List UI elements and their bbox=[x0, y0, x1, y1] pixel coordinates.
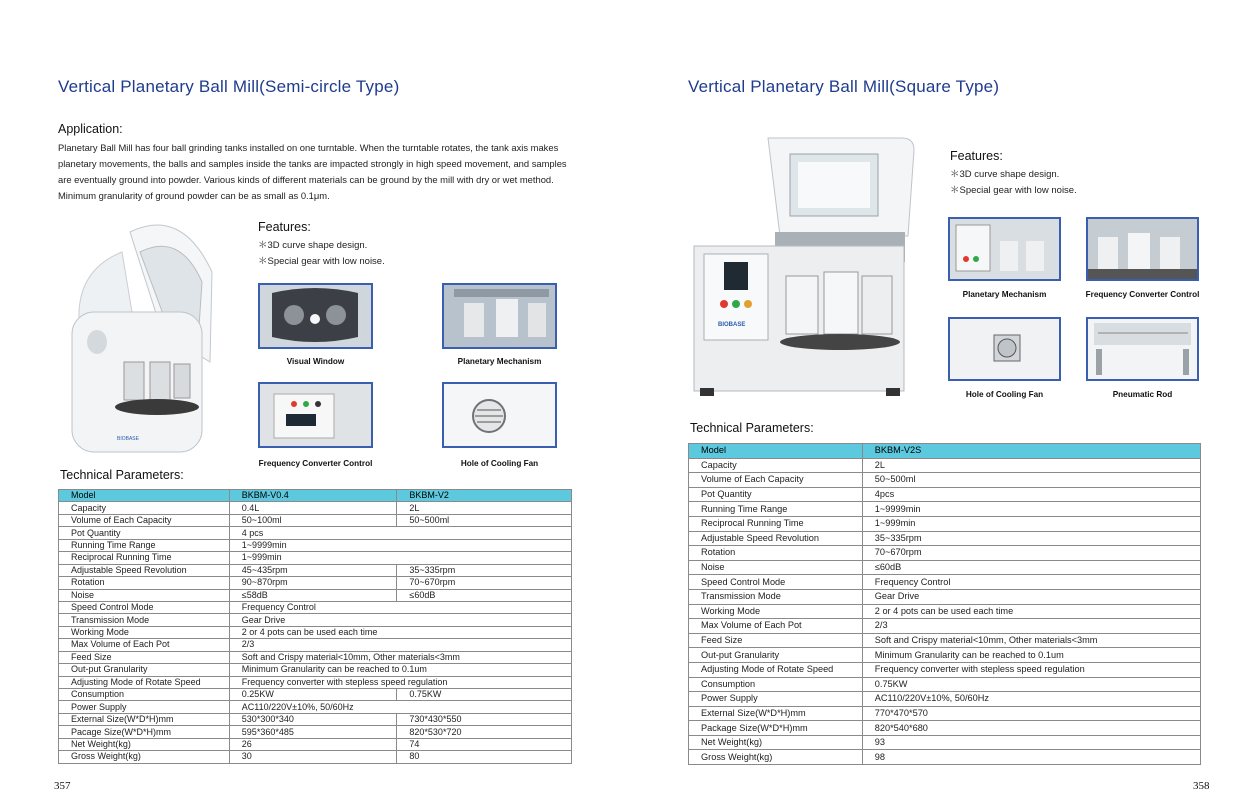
right-page-number: 358 bbox=[1193, 780, 1210, 792]
right-spec-table bbox=[688, 443, 1201, 765]
table-cell: 45~435rpm bbox=[229, 564, 397, 576]
table-cell: Running Time Range bbox=[689, 502, 863, 517]
thumb-caption: Frequency Converter Control bbox=[1085, 290, 1200, 299]
table-row bbox=[59, 502, 572, 514]
table-cell: Out-put Granularity bbox=[59, 664, 230, 676]
table-row bbox=[689, 502, 1201, 517]
table-cell: Soft and Crispy material<10mm, Other materials<3mm bbox=[229, 651, 571, 663]
table-cell: 820*540*680 bbox=[862, 721, 1200, 736]
feature-item: ＊Special gear with low noise. bbox=[950, 185, 1077, 196]
application-line: are eventually ground into powder. Various kinds of different materials can be ground by the mill with dry or wet method. bbox=[58, 174, 554, 185]
application-line: planetary movements, the balls and samples inside the tanks are impacted strongly in high speed movement, and samples bbox=[58, 158, 567, 169]
cooling-fan-thumb bbox=[442, 382, 557, 448]
table-cell: 50~500ml bbox=[397, 514, 572, 526]
table-cell: 0.4L bbox=[229, 502, 397, 514]
table-cell: Adjustable Speed Revolution bbox=[689, 531, 863, 546]
table-cell: Capacity bbox=[59, 502, 230, 514]
table-cell: Power Supply bbox=[59, 701, 230, 713]
svg-text:BIOBASE: BIOBASE bbox=[117, 436, 139, 442]
thumb-caption: Frequency Converter Control bbox=[258, 459, 373, 468]
table-row bbox=[59, 639, 572, 651]
table-cell: Consumption bbox=[59, 689, 230, 701]
table-row bbox=[59, 564, 572, 576]
table-cell: 4 pcs bbox=[229, 527, 571, 539]
table-row bbox=[59, 713, 572, 725]
table-cell: BKBM-V0.4 bbox=[229, 490, 397, 502]
table-cell: Speed Control Mode bbox=[59, 601, 230, 613]
thumb-caption: Planetary Mechanism bbox=[962, 290, 1047, 299]
table-cell: AC110/220V±10%, 50/60Hz bbox=[229, 701, 571, 713]
table-cell: 1~9999min bbox=[229, 539, 571, 551]
table-cell: 26 bbox=[229, 738, 397, 750]
table-row bbox=[59, 527, 572, 539]
table-cell: Transmission Mode bbox=[59, 614, 230, 626]
left-features-list bbox=[258, 238, 385, 270]
table-row bbox=[59, 689, 572, 701]
table-cell: External Size(W*D*H)mm bbox=[59, 713, 230, 725]
feature-item: ＊3D curve shape design. bbox=[950, 169, 1060, 180]
table-cell: 50~100ml bbox=[229, 514, 397, 526]
table-cell: Noise bbox=[689, 560, 863, 575]
table-cell: External Size(W*D*H)mm bbox=[689, 706, 863, 721]
table-cell: 2L bbox=[862, 458, 1200, 473]
table-cell: 2/3 bbox=[862, 619, 1200, 634]
visual-window-thumb bbox=[258, 283, 373, 349]
table-row bbox=[689, 735, 1201, 750]
table-cell: BKBM-V2 bbox=[397, 490, 572, 502]
table-cell: Adjusting Mode of Rotate Speed bbox=[59, 676, 230, 688]
frequency-converter-thumb bbox=[1086, 217, 1199, 281]
table-cell: Pot Quantity bbox=[689, 487, 863, 502]
table-cell: 2L bbox=[397, 502, 572, 514]
table-row bbox=[59, 539, 572, 551]
table-cell: Adjusting Mode of Rotate Speed bbox=[689, 662, 863, 677]
table-cell: 98 bbox=[862, 750, 1200, 765]
table-cell: Running Time Range bbox=[59, 539, 230, 551]
table-cell: 50~500ml bbox=[862, 473, 1200, 488]
table-cell: ≤60dB bbox=[397, 589, 572, 601]
table-cell: 30 bbox=[229, 751, 397, 763]
table-cell: Working Mode bbox=[689, 604, 863, 619]
table-cell: Working Mode bbox=[59, 626, 230, 638]
application-paragraph bbox=[58, 140, 578, 204]
table-row bbox=[59, 626, 572, 638]
table-cell: 595*360*485 bbox=[229, 726, 397, 738]
table-row bbox=[59, 726, 572, 738]
table-header-row bbox=[689, 444, 1201, 459]
cooling-fan-thumb bbox=[948, 317, 1061, 381]
table-cell: Power Supply bbox=[689, 692, 863, 707]
semi-circle-mill-image bbox=[62, 212, 222, 462]
table-cell: Frequency converter with stepless speed regulation bbox=[229, 676, 571, 688]
table-cell: 35~335rpm bbox=[862, 531, 1200, 546]
table-cell: 2/3 bbox=[229, 639, 571, 651]
table-row bbox=[689, 648, 1201, 663]
table-row bbox=[689, 516, 1201, 531]
application-line: Minimum granularity of ground powder can be as small as 0.1μm. bbox=[58, 190, 330, 201]
table-row bbox=[689, 546, 1201, 561]
table-cell: Net Weight(kg) bbox=[59, 738, 230, 750]
table-cell: Max Volume of Each Pot bbox=[689, 619, 863, 634]
pneumatic-rod-thumb bbox=[1086, 317, 1199, 381]
table-row bbox=[689, 677, 1201, 692]
table-cell: 0.25KW bbox=[229, 689, 397, 701]
table-cell: 93 bbox=[862, 735, 1200, 750]
planetary-mechanism-thumb bbox=[948, 217, 1061, 281]
table-cell: Package Size(W*D*H)mm bbox=[689, 721, 863, 736]
table-cell: Minimum Granularity can be reached to 0.1um bbox=[862, 648, 1200, 663]
table-row bbox=[689, 604, 1201, 619]
table-row bbox=[689, 589, 1201, 604]
right-features-heading: Features: bbox=[950, 149, 1003, 163]
table-cell: Consumption bbox=[689, 677, 863, 692]
right-features-list bbox=[950, 167, 1077, 199]
left-spec-table bbox=[58, 489, 572, 764]
table-cell: 74 bbox=[397, 738, 572, 750]
feature-item: ＊3D curve shape design. bbox=[258, 240, 368, 251]
table-cell: Rotation bbox=[689, 546, 863, 561]
table-cell: Volume of Each Capacity bbox=[59, 514, 230, 526]
table-row bbox=[59, 589, 572, 601]
table-cell: 770*470*570 bbox=[862, 706, 1200, 721]
table-cell: 4pcs bbox=[862, 487, 1200, 502]
right-page-title: Vertical Planetary Ball Mill(Square Type) bbox=[688, 77, 1000, 96]
thumb-caption: Planetary Mechanism bbox=[457, 357, 542, 366]
table-cell: 1~999min bbox=[229, 552, 571, 564]
table-row bbox=[689, 633, 1201, 648]
table-cell: AC110/220V±10%, 50/60Hz bbox=[862, 692, 1200, 707]
table-cell: 820*530*720 bbox=[397, 726, 572, 738]
table-row bbox=[689, 575, 1201, 590]
table-cell: Frequency Control bbox=[229, 601, 571, 613]
table-cell: Frequency Control bbox=[862, 575, 1200, 590]
table-row bbox=[59, 577, 572, 589]
table-cell: Volume of Each Capacity bbox=[689, 473, 863, 488]
thumb-caption: Hole of Cooling Fan bbox=[460, 459, 539, 468]
table-cell: Out-put Granularity bbox=[689, 648, 863, 663]
table-cell: 35~335rpm bbox=[397, 564, 572, 576]
table-cell: Model bbox=[689, 444, 863, 459]
right-tech-heading: Technical Parameters: bbox=[690, 421, 814, 435]
table-row bbox=[689, 473, 1201, 488]
table-row bbox=[689, 560, 1201, 575]
table-row bbox=[59, 651, 572, 663]
table-cell: 0.75KW bbox=[862, 677, 1200, 692]
table-cell: ≤58dB bbox=[229, 589, 397, 601]
table-cell: Speed Control Mode bbox=[689, 575, 863, 590]
table-cell: 1~999min bbox=[862, 516, 1200, 531]
thumb-caption: Pneumatic Rod bbox=[1112, 390, 1173, 399]
thumb-caption: Visual Window bbox=[286, 357, 345, 366]
table-cell: Minimum Granularity can be reached to 0.1um bbox=[229, 664, 571, 676]
table-cell: Gross Weight(kg) bbox=[59, 751, 230, 763]
table-cell: Pacage Size(W*D*H)mm bbox=[59, 726, 230, 738]
table-cell: 0.75KW bbox=[397, 689, 572, 701]
table-row bbox=[689, 458, 1201, 473]
table-cell: Pot Quantity bbox=[59, 527, 230, 539]
table-cell: 2 or 4 pots can be used each time bbox=[229, 626, 571, 638]
table-cell: 730*430*550 bbox=[397, 713, 572, 725]
table-row bbox=[59, 614, 572, 626]
table-cell: Gross Weight(kg) bbox=[689, 750, 863, 765]
table-cell: Adjustable Speed Revolution bbox=[59, 564, 230, 576]
frequency-converter-thumb bbox=[258, 382, 373, 448]
table-row bbox=[689, 721, 1201, 736]
table-cell: Gear Drive bbox=[229, 614, 571, 626]
table-header-row bbox=[59, 490, 572, 502]
table-cell: Soft and Crispy material<10mm, Other materials<3mm bbox=[862, 633, 1200, 648]
thumb-caption: Hole of Cooling Fan bbox=[965, 390, 1044, 399]
left-features-heading: Features: bbox=[258, 220, 311, 234]
left-page-number: 357 bbox=[54, 780, 71, 792]
table-row bbox=[59, 738, 572, 750]
table-cell: 90~870rpm bbox=[229, 577, 397, 589]
table-row bbox=[59, 676, 572, 688]
table-cell: 530*300*340 bbox=[229, 713, 397, 725]
table-cell: Max Volume of Each Pot bbox=[59, 639, 230, 651]
table-row bbox=[59, 514, 572, 526]
planetary-mechanism-thumb bbox=[442, 283, 557, 349]
table-cell: Net Weight(kg) bbox=[689, 735, 863, 750]
table-cell: Gear Drive bbox=[862, 589, 1200, 604]
table-row bbox=[689, 662, 1201, 677]
table-cell: Noise bbox=[59, 589, 230, 601]
left-page-title: Vertical Planetary Ball Mill(Semi-circle Type) bbox=[58, 77, 400, 96]
table-row bbox=[59, 552, 572, 564]
table-cell: 2 or 4 pots can be used each time bbox=[862, 604, 1200, 619]
table-cell: 1~9999min bbox=[862, 502, 1200, 517]
feature-item: ＊Special gear with low noise. bbox=[258, 256, 385, 267]
table-row bbox=[689, 619, 1201, 634]
table-cell: ≤60dB bbox=[862, 560, 1200, 575]
table-cell: Reciprocal Running Time bbox=[59, 552, 230, 564]
table-row bbox=[689, 692, 1201, 707]
table-cell: Transmission Mode bbox=[689, 589, 863, 604]
table-cell: Rotation bbox=[59, 577, 230, 589]
table-row bbox=[689, 750, 1201, 765]
table-row bbox=[59, 664, 572, 676]
table-cell: 70~670rpm bbox=[862, 546, 1200, 561]
table-cell: Model bbox=[59, 490, 230, 502]
application-line: Planetary Ball Mill has four ball grinding tanks installed on one turntable. When the turntable rotates, the tank axis makes bbox=[58, 142, 559, 153]
table-cell: Frequency converter with stepless speed regulation bbox=[862, 662, 1200, 677]
table-row bbox=[689, 706, 1201, 721]
table-row bbox=[689, 487, 1201, 502]
table-cell: Feed Size bbox=[59, 651, 230, 663]
left-tech-heading: Technical Parameters: bbox=[60, 468, 184, 482]
table-row bbox=[689, 531, 1201, 546]
square-mill-image bbox=[690, 136, 915, 398]
table-cell: Reciprocal Running Time bbox=[689, 516, 863, 531]
brand-logo: BIOBASE bbox=[718, 322, 746, 328]
table-row bbox=[59, 601, 572, 613]
application-heading: Application: bbox=[58, 122, 123, 136]
table-row bbox=[59, 751, 572, 763]
table-cell: BKBM-V2S bbox=[862, 444, 1200, 459]
table-row bbox=[59, 701, 572, 713]
table-cell: Capacity bbox=[689, 458, 863, 473]
table-cell: 70~670rpm bbox=[397, 577, 572, 589]
table-cell: Feed Size bbox=[689, 633, 863, 648]
table-cell: 80 bbox=[397, 751, 572, 763]
